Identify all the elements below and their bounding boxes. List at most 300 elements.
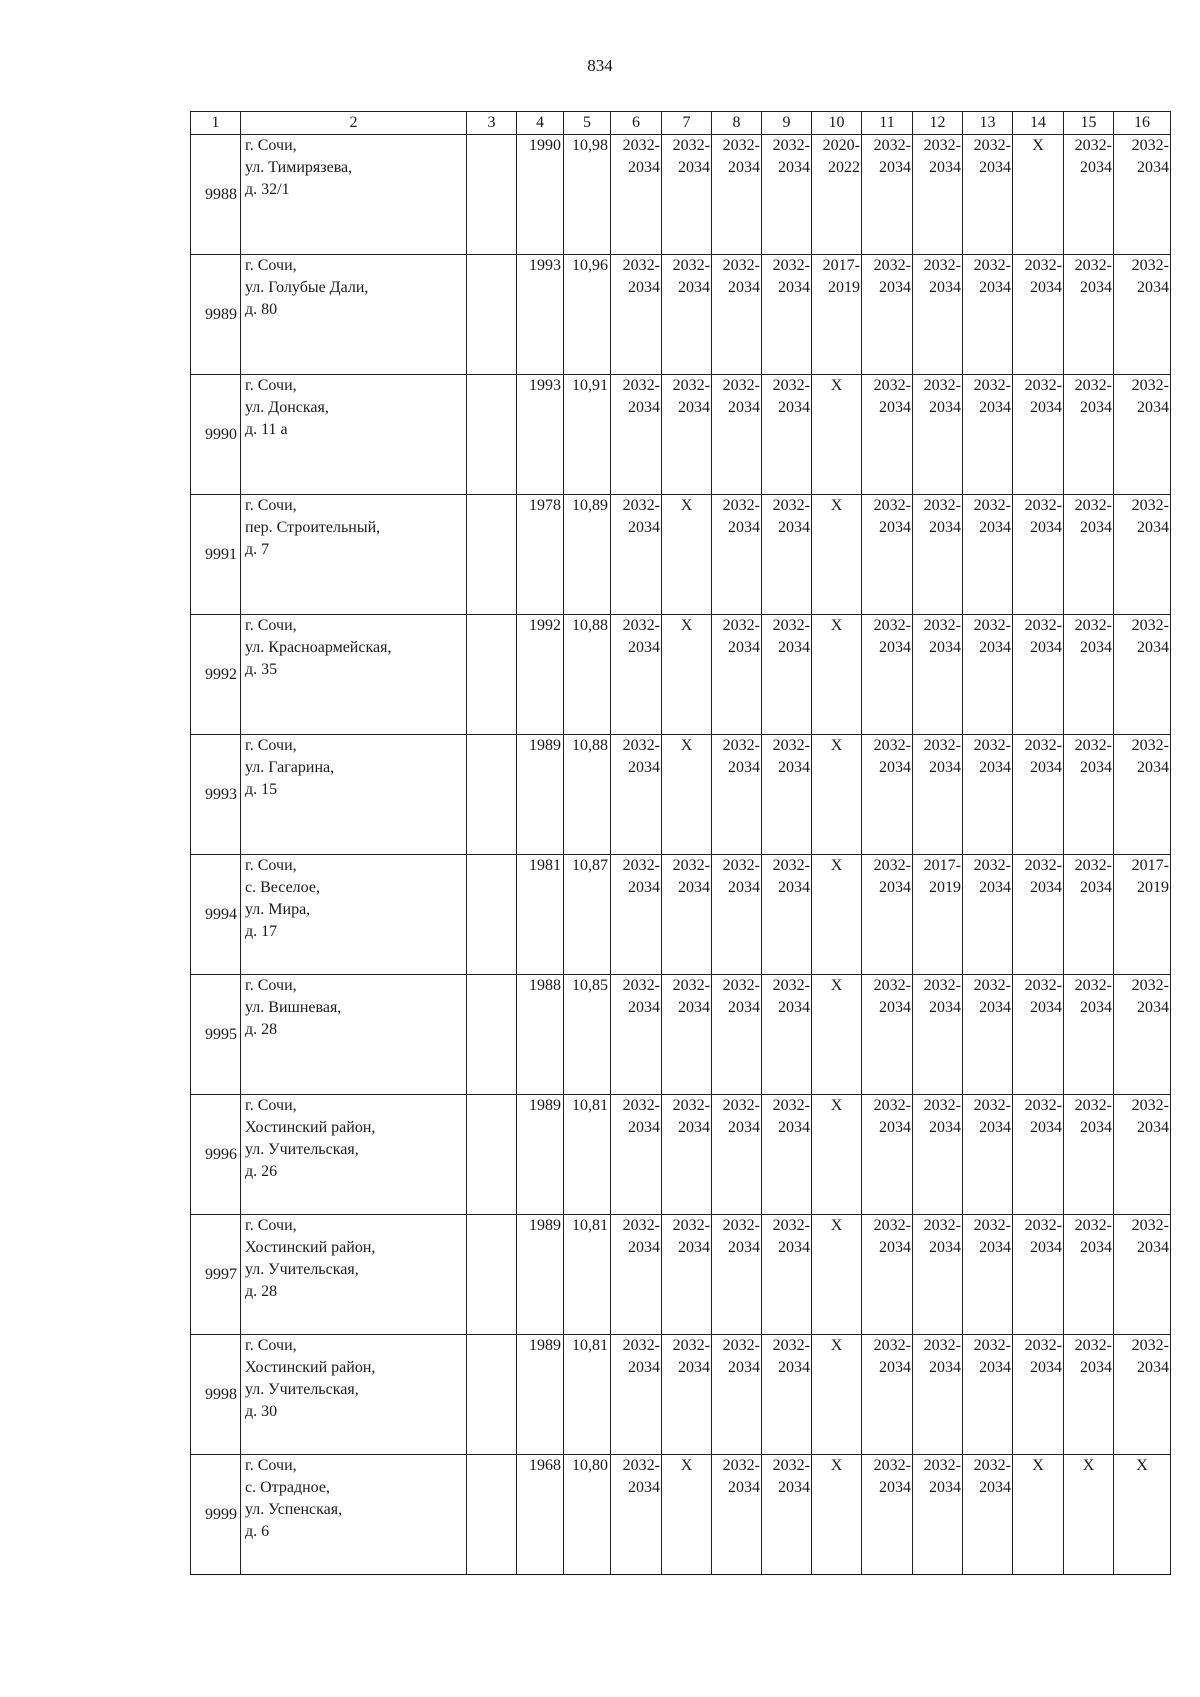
period-cell bbox=[862, 1095, 913, 1215]
period-start: 2032- bbox=[1131, 1217, 1169, 1234]
period-end: 2034 bbox=[879, 999, 911, 1016]
row-number: 9997 bbox=[191, 1215, 241, 1335]
period-end: 2034 bbox=[1137, 519, 1169, 536]
column-3-cell bbox=[467, 615, 517, 735]
year-cell: 1981 bbox=[517, 855, 564, 975]
period-start: 2032- bbox=[1074, 137, 1112, 154]
period-end: 2034 bbox=[728, 639, 760, 656]
period-end: 2034 bbox=[728, 159, 760, 176]
address-line: ул. Учительская, bbox=[245, 1141, 359, 1158]
period-cell bbox=[1013, 1215, 1064, 1335]
period-cell bbox=[611, 615, 662, 735]
period-cell bbox=[862, 255, 913, 375]
period-cell bbox=[862, 615, 913, 735]
address-line: ул. Тимирязева, bbox=[245, 159, 353, 176]
period-end: 2034 bbox=[1080, 999, 1112, 1016]
period-end: 2034 bbox=[1080, 1359, 1112, 1376]
address-cell bbox=[241, 1455, 467, 1575]
period-start: 2032- bbox=[622, 1217, 660, 1234]
period-end: 2034 bbox=[778, 639, 810, 656]
not-applicable-mark: X bbox=[1013, 1455, 1064, 1575]
period-start: 2032- bbox=[973, 977, 1011, 994]
period-cell bbox=[1064, 975, 1114, 1095]
period-cell bbox=[1114, 975, 1171, 1095]
period-end: 2034 bbox=[1137, 1239, 1169, 1256]
period-end: 2034 bbox=[678, 999, 710, 1016]
period-cell bbox=[762, 255, 812, 375]
row-number: 9998 bbox=[191, 1335, 241, 1455]
column-header-4: 4 bbox=[517, 112, 564, 135]
period-start: 2032- bbox=[873, 1097, 911, 1114]
address-line: с. Веселое, bbox=[245, 879, 320, 896]
period-cell bbox=[1114, 1335, 1171, 1455]
address-line: г. Сочи, bbox=[245, 977, 297, 994]
address-line: д. 15 bbox=[245, 781, 278, 798]
period-cell bbox=[963, 375, 1013, 495]
period-cell bbox=[662, 855, 712, 975]
period-cell bbox=[611, 1095, 662, 1215]
period-cell bbox=[862, 1215, 913, 1335]
table-row bbox=[191, 1215, 1171, 1335]
period-start: 2032- bbox=[772, 1337, 810, 1354]
period-cell bbox=[913, 375, 963, 495]
period-start: 2032- bbox=[973, 257, 1011, 274]
period-start: 2032- bbox=[873, 1337, 911, 1354]
address-line: д. 26 bbox=[245, 1163, 278, 1180]
period-end: 2034 bbox=[778, 1359, 810, 1376]
period-cell bbox=[611, 735, 662, 855]
period-cell bbox=[963, 975, 1013, 1095]
period-end: 2034 bbox=[778, 759, 810, 776]
period-cell bbox=[611, 1335, 662, 1455]
address-cell bbox=[241, 135, 467, 255]
period-cell bbox=[1013, 615, 1064, 735]
address-line: ул. Донская, bbox=[245, 399, 329, 416]
period-end: 2034 bbox=[1030, 1359, 1062, 1376]
address-line: ул. Успенская, bbox=[245, 1501, 343, 1518]
period-start: 2032- bbox=[923, 737, 961, 754]
address-cell bbox=[241, 1095, 467, 1215]
period-start: 2032- bbox=[1024, 617, 1062, 634]
period-end: 2034 bbox=[1030, 639, 1062, 656]
period-cell bbox=[1013, 735, 1064, 855]
not-applicable-mark: X bbox=[812, 1095, 862, 1215]
period-end: 2034 bbox=[929, 519, 961, 536]
period-end: 2034 bbox=[678, 1239, 710, 1256]
period-cell bbox=[762, 1215, 812, 1335]
period-end: 2034 bbox=[628, 759, 660, 776]
address-line: г. Сочи, bbox=[245, 1097, 297, 1114]
period-end: 2034 bbox=[879, 1119, 911, 1136]
period-start: 2020- bbox=[822, 137, 860, 154]
address-line: ул. Красноармейская, bbox=[245, 639, 392, 656]
period-start: 2032- bbox=[923, 1457, 961, 1474]
period-end: 2034 bbox=[728, 1119, 760, 1136]
period-cell bbox=[1064, 1335, 1114, 1455]
period-start: 2032- bbox=[923, 1097, 961, 1114]
period-cell bbox=[1013, 975, 1064, 1095]
period-end: 2034 bbox=[728, 1359, 760, 1376]
period-start: 2032- bbox=[672, 1217, 710, 1234]
address-line: г. Сочи, bbox=[245, 377, 297, 394]
period-start: 2032- bbox=[722, 1457, 760, 1474]
column-header-2: 2 bbox=[241, 112, 467, 135]
period-start: 2032- bbox=[1131, 737, 1169, 754]
period-cell bbox=[662, 375, 712, 495]
period-cell bbox=[662, 1095, 712, 1215]
period-end: 2034 bbox=[678, 1119, 710, 1136]
address-line: д. 11 а bbox=[245, 421, 288, 438]
period-end: 2034 bbox=[628, 1479, 660, 1496]
period-end: 2034 bbox=[979, 1479, 1011, 1496]
address-line: д. 32/1 bbox=[245, 181, 290, 198]
year-cell: 1988 bbox=[517, 975, 564, 1095]
period-cell bbox=[913, 1215, 963, 1335]
row-number: 9992 bbox=[191, 615, 241, 735]
period-cell bbox=[1064, 135, 1114, 255]
not-applicable-mark: X bbox=[812, 735, 862, 855]
column-header-12: 12 bbox=[913, 112, 963, 135]
year-cell: 1992 bbox=[517, 615, 564, 735]
period-cell bbox=[712, 615, 762, 735]
period-end: 2034 bbox=[628, 879, 660, 896]
period-cell bbox=[913, 255, 963, 375]
period-end: 2034 bbox=[929, 639, 961, 656]
period-cell bbox=[913, 1095, 963, 1215]
period-cell bbox=[1114, 135, 1171, 255]
period-start: 2032- bbox=[672, 1337, 710, 1354]
period-start: 2032- bbox=[873, 737, 911, 754]
address-cell bbox=[241, 1215, 467, 1335]
value-cell: 10,88 bbox=[564, 615, 611, 735]
column-header-13: 13 bbox=[963, 112, 1013, 135]
period-cell bbox=[1013, 255, 1064, 375]
row-number: 9995 bbox=[191, 975, 241, 1095]
address-cell bbox=[241, 975, 467, 1095]
year-cell: 1989 bbox=[517, 1095, 564, 1215]
period-start: 2032- bbox=[1024, 857, 1062, 874]
address-line: д. 80 bbox=[245, 301, 278, 318]
period-end: 2034 bbox=[778, 159, 810, 176]
period-end: 2034 bbox=[1080, 1239, 1112, 1256]
period-cell bbox=[712, 1335, 762, 1455]
period-cell bbox=[712, 255, 762, 375]
period-start: 2032- bbox=[622, 257, 660, 274]
period-cell bbox=[913, 1455, 963, 1575]
value-cell: 10,81 bbox=[564, 1215, 611, 1335]
period-end: 2034 bbox=[1030, 759, 1062, 776]
period-start: 2032- bbox=[1074, 1217, 1112, 1234]
period-start: 2032- bbox=[722, 137, 760, 154]
period-cell bbox=[913, 495, 963, 615]
period-end: 2034 bbox=[728, 759, 760, 776]
address-line: д. 28 bbox=[245, 1283, 278, 1300]
not-applicable-mark: X bbox=[1114, 1455, 1171, 1575]
address-line: г. Сочи, bbox=[245, 1457, 297, 1474]
period-end: 2034 bbox=[979, 999, 1011, 1016]
period-end: 2034 bbox=[678, 1359, 710, 1376]
address-cell bbox=[241, 495, 467, 615]
period-start: 2032- bbox=[923, 137, 961, 154]
period-start: 2032- bbox=[722, 1217, 760, 1234]
period-start: 2032- bbox=[973, 737, 1011, 754]
period-end: 2034 bbox=[1137, 159, 1169, 176]
column-header-3: 3 bbox=[467, 112, 517, 135]
value-cell: 10,87 bbox=[564, 855, 611, 975]
period-end: 2034 bbox=[1030, 1119, 1062, 1136]
column-header-8: 8 bbox=[712, 112, 762, 135]
period-end: 2034 bbox=[678, 279, 710, 296]
period-start: 2032- bbox=[1074, 617, 1112, 634]
address-line: д. 7 bbox=[245, 541, 270, 558]
period-start: 2032- bbox=[622, 377, 660, 394]
period-start: 2032- bbox=[722, 1337, 760, 1354]
period-cell bbox=[611, 1455, 662, 1575]
period-end: 2034 bbox=[1137, 399, 1169, 416]
period-end: 2034 bbox=[628, 519, 660, 536]
address-cell bbox=[241, 735, 467, 855]
table-row bbox=[191, 855, 1171, 975]
period-cell bbox=[913, 135, 963, 255]
period-end: 2034 bbox=[678, 879, 710, 896]
year-cell: 1990 bbox=[517, 135, 564, 255]
address-line: с. Отрадное, bbox=[245, 1479, 330, 1496]
period-cell bbox=[913, 1335, 963, 1455]
column-header-15: 15 bbox=[1064, 112, 1114, 135]
not-applicable-mark: X bbox=[662, 495, 712, 615]
period-end: 2034 bbox=[929, 1359, 961, 1376]
period-end: 2034 bbox=[1137, 1119, 1169, 1136]
period-cell bbox=[963, 1335, 1013, 1455]
period-start: 2032- bbox=[1131, 257, 1169, 274]
period-start: 2032- bbox=[772, 857, 810, 874]
period-start: 2032- bbox=[1074, 497, 1112, 514]
period-cell bbox=[963, 1455, 1013, 1575]
value-cell: 10,81 bbox=[564, 1335, 611, 1455]
period-cell bbox=[611, 255, 662, 375]
period-end: 2034 bbox=[879, 879, 911, 896]
period-end: 2022 bbox=[828, 159, 860, 176]
address-cell bbox=[241, 255, 467, 375]
period-end: 2034 bbox=[979, 1359, 1011, 1376]
value-cell: 10,85 bbox=[564, 975, 611, 1095]
period-start: 2032- bbox=[672, 857, 710, 874]
not-applicable-mark: X bbox=[812, 1335, 862, 1455]
period-cell bbox=[712, 1455, 762, 1575]
period-start: 2032- bbox=[873, 377, 911, 394]
period-start: 2032- bbox=[873, 977, 911, 994]
not-applicable-mark: X bbox=[812, 375, 862, 495]
value-cell: 10,80 bbox=[564, 1455, 611, 1575]
period-end: 2034 bbox=[628, 999, 660, 1016]
period-cell bbox=[1064, 1215, 1114, 1335]
period-end: 2034 bbox=[879, 1479, 911, 1496]
address-line: г. Сочи, bbox=[245, 137, 297, 154]
period-end: 2034 bbox=[929, 279, 961, 296]
period-cell bbox=[1114, 1215, 1171, 1335]
period-cell bbox=[963, 495, 1013, 615]
period-start: 2032- bbox=[973, 1097, 1011, 1114]
period-cell bbox=[862, 495, 913, 615]
column-3-cell bbox=[467, 135, 517, 255]
period-start: 2032- bbox=[973, 497, 1011, 514]
period-start: 2032- bbox=[1024, 1097, 1062, 1114]
row-number: 9988 bbox=[191, 135, 241, 255]
period-start: 2032- bbox=[672, 1097, 710, 1114]
period-cell bbox=[1064, 855, 1114, 975]
year-cell: 1989 bbox=[517, 735, 564, 855]
period-start: 2032- bbox=[873, 257, 911, 274]
period-end: 2034 bbox=[1137, 999, 1169, 1016]
period-start: 2032- bbox=[873, 617, 911, 634]
period-cell bbox=[963, 255, 1013, 375]
column-3-cell bbox=[467, 1095, 517, 1215]
period-end: 2034 bbox=[979, 159, 1011, 176]
period-start: 2032- bbox=[1074, 1097, 1112, 1114]
period-end: 2034 bbox=[728, 879, 760, 896]
column-3-cell bbox=[467, 855, 517, 975]
period-cell bbox=[1064, 1095, 1114, 1215]
address-line: г. Сочи, bbox=[245, 257, 297, 274]
period-cell bbox=[862, 735, 913, 855]
period-start: 2032- bbox=[772, 977, 810, 994]
value-cell: 10,98 bbox=[564, 135, 611, 255]
period-end: 2034 bbox=[1137, 1359, 1169, 1376]
column-number-header-row bbox=[191, 112, 1171, 135]
period-cell bbox=[812, 135, 862, 255]
row-number: 9999 bbox=[191, 1455, 241, 1575]
period-end: 2034 bbox=[728, 519, 760, 536]
period-start: 2032- bbox=[772, 137, 810, 154]
period-end: 2034 bbox=[628, 159, 660, 176]
period-end: 2034 bbox=[929, 1239, 961, 1256]
period-start: 2032- bbox=[622, 737, 660, 754]
period-end: 2034 bbox=[1080, 159, 1112, 176]
period-end: 2034 bbox=[879, 639, 911, 656]
period-cell bbox=[862, 975, 913, 1095]
value-cell: 10,89 bbox=[564, 495, 611, 615]
period-start: 2032- bbox=[923, 377, 961, 394]
address-line: г. Сочи, bbox=[245, 737, 297, 754]
period-end: 2034 bbox=[628, 279, 660, 296]
period-cell bbox=[1013, 375, 1064, 495]
period-end: 2034 bbox=[778, 999, 810, 1016]
period-start: 2032- bbox=[772, 1217, 810, 1234]
period-cell bbox=[913, 855, 963, 975]
period-start: 2032- bbox=[772, 1097, 810, 1114]
period-end: 2034 bbox=[929, 1479, 961, 1496]
table-row bbox=[191, 495, 1171, 615]
period-end: 2034 bbox=[1030, 879, 1062, 896]
housing-register-table bbox=[190, 111, 1171, 1575]
column-header-1: 1 bbox=[191, 112, 241, 135]
period-start: 2032- bbox=[873, 497, 911, 514]
period-start: 2032- bbox=[772, 737, 810, 754]
period-cell bbox=[963, 735, 1013, 855]
period-cell bbox=[611, 1215, 662, 1335]
period-cell bbox=[611, 495, 662, 615]
period-cell bbox=[1114, 495, 1171, 615]
period-end: 2019 bbox=[929, 879, 961, 896]
year-cell: 1993 bbox=[517, 375, 564, 495]
period-cell bbox=[762, 1335, 812, 1455]
address-line: Хостинский район, bbox=[245, 1119, 376, 1136]
period-start: 2032- bbox=[622, 1337, 660, 1354]
period-cell bbox=[762, 855, 812, 975]
period-cell bbox=[762, 1455, 812, 1575]
period-start: 2032- bbox=[1074, 257, 1112, 274]
period-end: 2034 bbox=[628, 1359, 660, 1376]
period-start: 2032- bbox=[1024, 497, 1062, 514]
column-header-7: 7 bbox=[662, 112, 712, 135]
period-cell bbox=[963, 615, 1013, 735]
address-line: ул. Голубые Дали, bbox=[245, 279, 369, 296]
period-start: 2032- bbox=[1131, 977, 1169, 994]
period-start: 2032- bbox=[772, 257, 810, 274]
table-row bbox=[191, 615, 1171, 735]
period-cell bbox=[611, 975, 662, 1095]
address-line: Хостинский район, bbox=[245, 1359, 376, 1376]
not-applicable-mark: X bbox=[812, 495, 862, 615]
period-cell bbox=[712, 1095, 762, 1215]
period-cell bbox=[762, 975, 812, 1095]
period-start: 2032- bbox=[973, 857, 1011, 874]
address-line: г. Сочи, bbox=[245, 857, 297, 874]
table-row bbox=[191, 1095, 1171, 1215]
period-start: 2032- bbox=[1074, 377, 1112, 394]
period-cell bbox=[762, 1095, 812, 1215]
period-cell bbox=[712, 375, 762, 495]
period-end: 2034 bbox=[1080, 879, 1112, 896]
value-cell: 10,88 bbox=[564, 735, 611, 855]
column-3-cell bbox=[467, 495, 517, 615]
period-cell bbox=[1114, 375, 1171, 495]
not-applicable-mark: X bbox=[662, 1455, 712, 1575]
period-cell bbox=[862, 1455, 913, 1575]
period-cell bbox=[812, 255, 862, 375]
period-cell bbox=[1013, 1335, 1064, 1455]
row-number: 9989 bbox=[191, 255, 241, 375]
period-end: 2034 bbox=[628, 399, 660, 416]
period-end: 2034 bbox=[1137, 279, 1169, 296]
period-cell bbox=[662, 1335, 712, 1455]
period-start: 2032- bbox=[722, 977, 760, 994]
period-start: 2032- bbox=[1074, 857, 1112, 874]
address-line: г. Сочи, bbox=[245, 1217, 297, 1234]
period-cell bbox=[862, 855, 913, 975]
column-3-cell bbox=[467, 735, 517, 855]
period-end: 2034 bbox=[628, 1119, 660, 1136]
period-end: 2034 bbox=[1137, 639, 1169, 656]
address-line: Хостинский район, bbox=[245, 1239, 376, 1256]
address-line: пер. Строительный, bbox=[245, 519, 381, 536]
period-start: 2032- bbox=[923, 257, 961, 274]
not-applicable-mark: X bbox=[1013, 135, 1064, 255]
period-start: 2032- bbox=[772, 377, 810, 394]
address-line: д. 28 bbox=[245, 1021, 278, 1038]
period-start: 2032- bbox=[1131, 1337, 1169, 1354]
period-end: 2034 bbox=[879, 159, 911, 176]
period-end: 2034 bbox=[929, 159, 961, 176]
period-cell bbox=[1114, 735, 1171, 855]
year-cell: 1993 bbox=[517, 255, 564, 375]
period-end: 2034 bbox=[979, 639, 1011, 656]
period-cell bbox=[712, 735, 762, 855]
period-start: 2032- bbox=[622, 857, 660, 874]
period-end: 2034 bbox=[979, 399, 1011, 416]
period-cell bbox=[712, 1215, 762, 1335]
period-start: 2032- bbox=[923, 617, 961, 634]
